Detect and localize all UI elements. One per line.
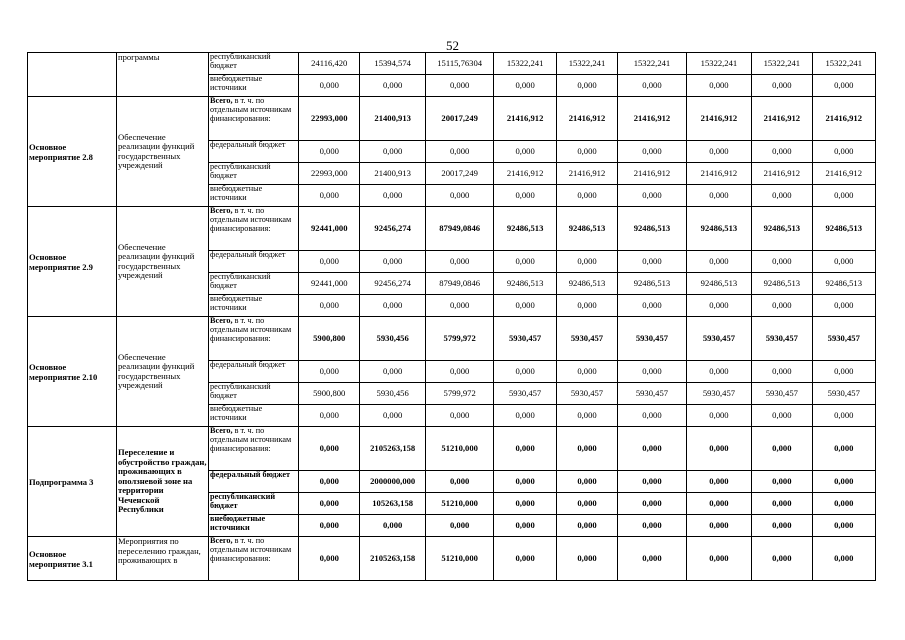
value-cell: 0,000 (618, 251, 687, 273)
value-cell: 21416,912 (752, 163, 812, 185)
funding-source: внебюджетные источники (209, 75, 299, 97)
funding-source: Всего, в т. ч. по отдельным источникам финансирования: (209, 317, 299, 361)
value-cell: 21416,912 (812, 163, 875, 185)
value-cell: 15394,574 (360, 53, 425, 75)
value-cell: 0,000 (812, 537, 875, 581)
value-cell: 0,000 (494, 537, 556, 581)
value-cell: 5930,457 (752, 383, 812, 405)
value-cell: 0,000 (556, 405, 617, 427)
value-cell: 15322,241 (752, 53, 812, 75)
table-row (28, 207, 876, 251)
value-cell: 5799,972 (425, 383, 494, 405)
value-cell: 0,000 (812, 515, 875, 537)
value-cell: 51210,000 (425, 493, 494, 515)
value-cell: 5930,457 (752, 317, 812, 361)
measure-label: Основное мероприятие 2.10 (28, 317, 117, 427)
value-cell: 21416,912 (752, 97, 812, 141)
funding-source: внебюджетные источники (209, 185, 299, 207)
value-cell: 0,000 (299, 185, 360, 207)
measure-description: Обеспечение реализации функций государственных учреждений (116, 207, 208, 317)
funding-source: федеральный бюджет (209, 361, 299, 383)
measure-label (28, 53, 117, 97)
value-cell: 15322,241 (686, 53, 751, 75)
value-cell: 0,000 (812, 75, 875, 97)
value-cell: 20017,249 (425, 97, 494, 141)
value-cell: 92486,513 (618, 207, 687, 251)
value-cell: 92486,513 (618, 273, 687, 295)
value-cell: 0,000 (686, 185, 751, 207)
value-cell: 5930,457 (556, 317, 617, 361)
value-cell: 87949,0846 (425, 273, 494, 295)
value-cell: 5930,457 (812, 317, 875, 361)
value-cell: 0,000 (618, 141, 687, 163)
value-cell: 0,000 (752, 471, 812, 493)
value-cell: 0,000 (360, 141, 425, 163)
value-cell: 0,000 (494, 493, 556, 515)
value-cell: 0,000 (686, 141, 751, 163)
value-cell: 5930,457 (618, 317, 687, 361)
value-cell: 5799,972 (425, 317, 494, 361)
value-cell: 0,000 (812, 295, 875, 317)
value-cell: 0,000 (812, 405, 875, 427)
value-cell: 92486,513 (556, 207, 617, 251)
funding-source: внебюджетные источники (209, 405, 299, 427)
value-cell: 92441,000 (299, 207, 360, 251)
value-cell: 0,000 (618, 295, 687, 317)
value-cell: 0,000 (556, 361, 617, 383)
value-cell: 5930,457 (494, 383, 556, 405)
value-cell: 0,000 (686, 251, 751, 273)
value-cell: 0,000 (556, 75, 617, 97)
funding-source: Всего, в т. ч. по отдельным источникам финансирования: (209, 537, 299, 581)
value-cell: 0,000 (299, 75, 360, 97)
value-cell: 0,000 (686, 493, 751, 515)
value-cell: 0,000 (686, 471, 751, 493)
value-cell: 5930,457 (686, 383, 751, 405)
value-cell: 92486,513 (686, 207, 751, 251)
value-cell: 0,000 (812, 493, 875, 515)
value-cell: 0,000 (425, 75, 494, 97)
table-row (28, 317, 876, 361)
value-cell: 92456,274 (360, 207, 425, 251)
value-cell: 0,000 (299, 361, 360, 383)
value-cell: 0,000 (425, 405, 494, 427)
value-cell: 21416,912 (686, 163, 751, 185)
value-cell: 21416,912 (556, 97, 617, 141)
value-cell: 0,000 (494, 405, 556, 427)
value-cell: 0,000 (556, 185, 617, 207)
value-cell: 21416,912 (556, 163, 617, 185)
value-cell: 0,000 (752, 537, 812, 581)
measure-description: Переселение и обустройство граждан, проживающих в оползневой зоне на территории Чеченской Республики (116, 427, 208, 537)
value-cell: 0,000 (494, 515, 556, 537)
value-cell: 0,000 (360, 405, 425, 427)
value-cell: 0,000 (299, 251, 360, 273)
value-cell: 51210,000 (425, 537, 494, 581)
value-cell: 21416,912 (494, 97, 556, 141)
value-cell: 5900,800 (299, 317, 360, 361)
value-cell: 0,000 (752, 295, 812, 317)
value-cell: 0,000 (812, 471, 875, 493)
value-cell: 21416,912 (812, 97, 875, 141)
value-cell: 5930,456 (360, 317, 425, 361)
value-cell: 0,000 (299, 515, 360, 537)
value-cell: 0,000 (494, 427, 556, 471)
funding-source: Всего, в т. ч. по отдельным источникам финансирования: (209, 97, 299, 141)
value-cell: 5930,456 (360, 383, 425, 405)
value-cell: 0,000 (299, 295, 360, 317)
value-cell: 0,000 (618, 537, 687, 581)
value-cell: 0,000 (494, 471, 556, 493)
measure-description: Мероприятия по переселению граждан, проживающих в (116, 537, 208, 581)
value-cell: 0,000 (618, 185, 687, 207)
value-cell: 0,000 (686, 75, 751, 97)
value-cell: 0,000 (556, 515, 617, 537)
value-cell: 0,000 (299, 493, 360, 515)
value-cell: 15322,241 (556, 53, 617, 75)
funding-source: республиканский бюджет (209, 383, 299, 405)
value-cell: 15322,241 (494, 53, 556, 75)
value-cell: 0,000 (299, 427, 360, 471)
measure-label: Основное мероприятие 3.1 (28, 537, 117, 581)
value-cell: 0,000 (752, 361, 812, 383)
value-cell: 0,000 (299, 537, 360, 581)
value-cell: 0,000 (686, 515, 751, 537)
value-cell: 2000000,000 (360, 471, 425, 493)
value-cell: 0,000 (812, 251, 875, 273)
funding-source: республиканский бюджет (209, 53, 299, 75)
value-cell: 0,000 (494, 295, 556, 317)
value-cell: 5930,457 (812, 383, 875, 405)
measure-description: Обеспечение реализации функций государственных учреждений (116, 317, 208, 427)
value-cell: 0,000 (425, 471, 494, 493)
value-cell: 15322,241 (618, 53, 687, 75)
value-cell: 92486,513 (752, 273, 812, 295)
value-cell: 51210,000 (425, 427, 494, 471)
value-cell: 20017,249 (425, 163, 494, 185)
funding-source: федеральный бюджет (209, 471, 299, 493)
value-cell: 0,000 (556, 537, 617, 581)
value-cell: 0,000 (299, 405, 360, 427)
funding-source: внебюджетные источники (209, 295, 299, 317)
funding-source: Всего, в т. ч. по отдельным источникам финансирования: (209, 207, 299, 251)
value-cell: 0,000 (425, 515, 494, 537)
value-cell: 0,000 (556, 251, 617, 273)
value-cell: 21416,912 (618, 97, 687, 141)
value-cell: 2105263,158 (360, 537, 425, 581)
value-cell: 0,000 (425, 251, 494, 273)
value-cell: 0,000 (425, 141, 494, 163)
value-cell: 0,000 (618, 405, 687, 427)
value-cell: 0,000 (494, 141, 556, 163)
measure-label: Основное мероприятие 2.8 (28, 97, 117, 207)
value-cell: 0,000 (752, 141, 812, 163)
value-cell: 0,000 (494, 185, 556, 207)
value-cell: 0,000 (618, 361, 687, 383)
value-cell: 92486,513 (494, 273, 556, 295)
value-cell: 0,000 (360, 185, 425, 207)
table-row (28, 427, 876, 471)
value-cell: 0,000 (618, 515, 687, 537)
value-cell: 87949,0846 (425, 207, 494, 251)
value-cell: 24116,420 (299, 53, 360, 75)
value-cell: 0,000 (425, 361, 494, 383)
table-row (28, 97, 876, 141)
value-cell: 0,000 (618, 471, 687, 493)
value-cell: 0,000 (556, 295, 617, 317)
value-cell: 2105263,158 (360, 427, 425, 471)
value-cell: 92486,513 (752, 207, 812, 251)
value-cell: 0,000 (812, 141, 875, 163)
value-cell: 0,000 (752, 251, 812, 273)
measure-description: Обеспечение реализации функций государственных учреждений (116, 97, 208, 207)
value-cell: 15322,241 (812, 53, 875, 75)
value-cell: 0,000 (686, 427, 751, 471)
value-cell: 0,000 (618, 493, 687, 515)
value-cell: 0,000 (360, 75, 425, 97)
value-cell: 105263,158 (360, 493, 425, 515)
value-cell: 0,000 (812, 427, 875, 471)
value-cell: 0,000 (752, 515, 812, 537)
value-cell: 0,000 (299, 471, 360, 493)
table-row (28, 53, 876, 75)
value-cell: 5900,800 (299, 383, 360, 405)
value-cell: 92486,513 (812, 273, 875, 295)
value-cell: 0,000 (686, 405, 751, 427)
value-cell: 0,000 (494, 75, 556, 97)
funding-source: республиканский бюджет (209, 493, 299, 515)
funding-source: федеральный бюджет (209, 141, 299, 163)
value-cell: 92486,513 (812, 207, 875, 251)
measure-label: Подпрограмма 3 (28, 427, 117, 537)
budget-table-body (28, 53, 876, 581)
funding-source: республиканский бюджет (209, 163, 299, 185)
value-cell: 0,000 (752, 75, 812, 97)
value-cell: 21416,912 (618, 163, 687, 185)
value-cell: 0,000 (425, 295, 494, 317)
measure-description: программы (116, 53, 208, 97)
measure-label: Основное мероприятие 2.9 (28, 207, 117, 317)
value-cell: 0,000 (686, 361, 751, 383)
value-cell: 0,000 (360, 361, 425, 383)
value-cell: 0,000 (556, 141, 617, 163)
value-cell: 0,000 (556, 471, 617, 493)
value-cell: 0,000 (556, 493, 617, 515)
value-cell: 92486,513 (556, 273, 617, 295)
budget-table (27, 52, 876, 581)
funding-source: республиканский бюджет (209, 273, 299, 295)
value-cell: 0,000 (618, 75, 687, 97)
value-cell: 21416,912 (686, 97, 751, 141)
value-cell: 22993,000 (299, 97, 360, 141)
value-cell: 0,000 (360, 251, 425, 273)
value-cell: 0,000 (360, 295, 425, 317)
value-cell: 21400,913 (360, 97, 425, 141)
value-cell: 0,000 (360, 515, 425, 537)
value-cell: 5930,457 (618, 383, 687, 405)
value-cell: 0,000 (494, 361, 556, 383)
value-cell: 5930,457 (686, 317, 751, 361)
value-cell: 0,000 (752, 427, 812, 471)
value-cell: 21416,912 (494, 163, 556, 185)
value-cell: 0,000 (299, 141, 360, 163)
value-cell: 92441,000 (299, 273, 360, 295)
value-cell: 0,000 (425, 185, 494, 207)
value-cell: 92456,274 (360, 273, 425, 295)
value-cell: 21400,913 (360, 163, 425, 185)
value-cell: 0,000 (686, 295, 751, 317)
value-cell: 0,000 (752, 185, 812, 207)
value-cell: 22993,000 (299, 163, 360, 185)
value-cell: 0,000 (686, 537, 751, 581)
value-cell: 5930,457 (556, 383, 617, 405)
table-row (28, 537, 876, 581)
value-cell: 15115,76304 (425, 53, 494, 75)
funding-source: Всего, в т. ч. по отдельным источникам финансирования: (209, 427, 299, 471)
funding-source: внебюджетные источники (209, 515, 299, 537)
value-cell: 0,000 (752, 493, 812, 515)
value-cell: 92486,513 (494, 207, 556, 251)
value-cell: 0,000 (752, 405, 812, 427)
value-cell: 0,000 (494, 251, 556, 273)
funding-source: федеральный бюджет (209, 251, 299, 273)
value-cell: 0,000 (618, 427, 687, 471)
value-cell: 5930,457 (494, 317, 556, 361)
value-cell: 0,000 (556, 427, 617, 471)
page-number: 52 (446, 38, 459, 53)
value-cell: 0,000 (812, 361, 875, 383)
value-cell: 92486,513 (686, 273, 751, 295)
value-cell: 0,000 (812, 185, 875, 207)
